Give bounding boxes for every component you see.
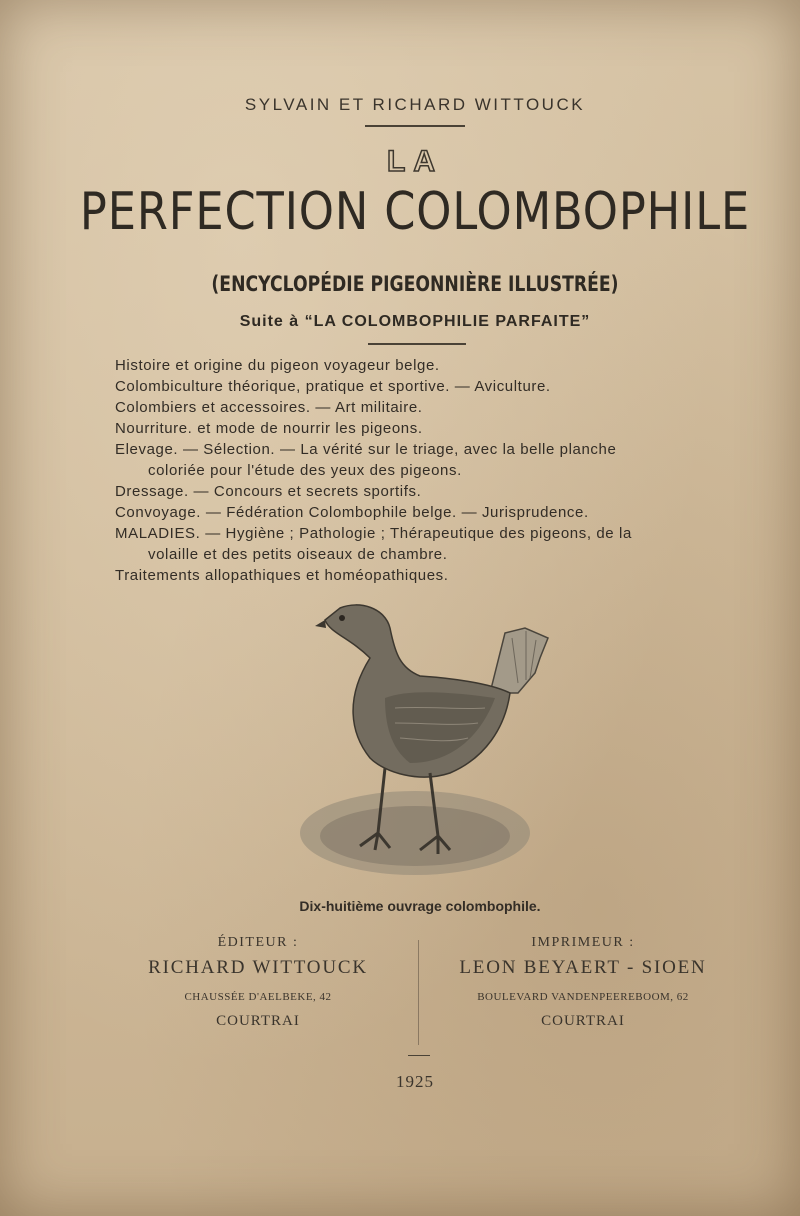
topic-line: Dressage. — Concours et secrets sportifs.	[115, 483, 422, 500]
topics-list	[115, 355, 730, 586]
topic-line: MALADIES. — Hygiène ; Pathologie ; Thérapeutique des pigeons, de la	[115, 525, 632, 542]
publisher-city: COURTRAI	[216, 1013, 300, 1029]
main-title: PERFECTION COLOMBOPHILE	[79, 182, 751, 242]
printer-address: BOULEVARD VANDENPEEREBOOM, 62	[477, 991, 689, 1003]
topic-line: Colombiculture théorique, pratique et sportive. — Aviculture.	[115, 378, 551, 395]
publisher-block	[108, 935, 408, 1030]
subtitle: (ENCYCLOPÉDIE PIGEONNIÈRE ILLUSTRÉE)	[211, 272, 619, 296]
topic-line: Traitements allopathiques et homéopathiques.	[115, 567, 449, 584]
topic-line: Nourriture. et mode de nourrir les pigeons.	[115, 420, 423, 437]
printer-block	[433, 935, 733, 1030]
suite-line: Suite à “LA COLOMBOPHILIE PARFAITE”	[239, 313, 591, 330]
column-divider	[418, 940, 419, 1045]
topic-line: volaille et des petits oiseaux de chambre.	[148, 546, 448, 563]
printer-role: IMPRIMEUR :	[531, 935, 635, 950]
title-article: LA	[387, 145, 443, 178]
rule-under-authors	[365, 125, 465, 127]
printer-city: COURTRAI	[541, 1013, 625, 1029]
topic-line: coloriée pour l'étude des yeux des pigeons.	[148, 462, 462, 479]
publisher-role: ÉDITEUR :	[217, 935, 299, 950]
topic-line: Elevage. — Sélection. — La vérité sur le triage, avec la belle planche	[115, 441, 617, 458]
topic-line: Histoire et origine du pigeon voyageur belge.	[115, 357, 440, 374]
publisher-address: CHAUSSÉE D'AELBEKE, 42	[184, 991, 332, 1003]
printer-name: LEON BEYAERT - SIOEN	[459, 957, 707, 978]
topic-line: Colombiers et accessoires. — Art militaire.	[115, 399, 423, 416]
authors-line: SYLVAIN ET RICHARD WITTOUCK	[244, 95, 586, 114]
rule-under-suite	[368, 343, 466, 345]
topic-line: Convoyage. — Fédération Colombophile belge. — Jurisprudence.	[115, 504, 589, 521]
pigeon-engraving	[290, 598, 555, 893]
rule-above-year	[408, 1055, 430, 1056]
caption: Dix-huitième ouvrage colombophile.	[299, 898, 541, 914]
publication-year: 1925	[396, 1072, 434, 1091]
publisher-name: RICHARD WITTOUCK	[148, 957, 368, 978]
